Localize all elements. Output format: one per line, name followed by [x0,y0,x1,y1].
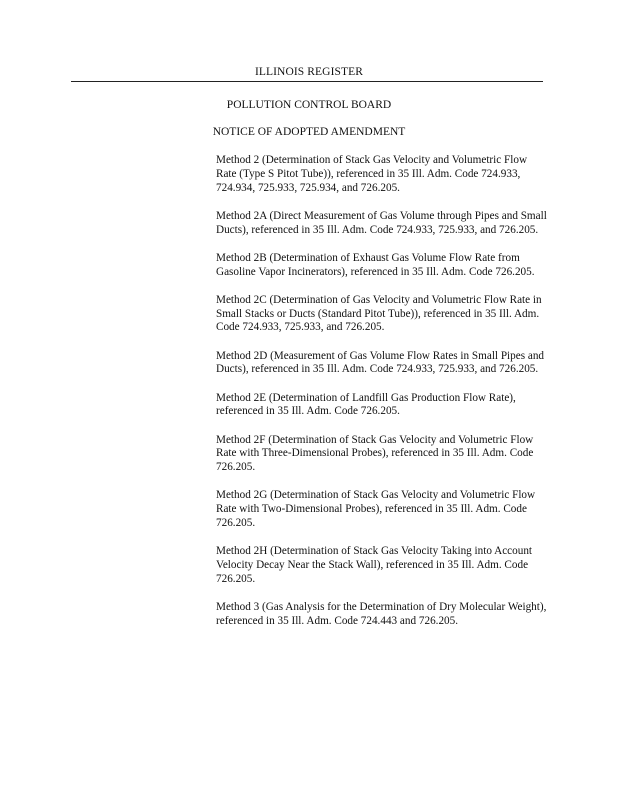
method-entry: Method 2B (Determination of Exhaust Gas Volume Flow Rate from Gasoline Vapor Incinerators), referenced in 35 Ill. Adm. Code 726.205. [216,251,535,278]
method-entry: Method 2A (Direct Measurement of Gas Volume through Pipes and Small Ducts), referenced in 35 Ill. Adm. Code 724.933, 725.933, and 726.205. [216,209,547,236]
notice-title: NOTICE OF ADOPTED AMENDMENT [212,126,406,138]
method-entry: Method 2G (Determination of Stack Gas Velocity and Volumetric Flow Rate with Two-Dimensional Probes), referenced in 35 Ill. Adm. Code 726.205. [216,489,536,529]
method-entry: Method 2E (Determination of Landfill Gas Production Flow Rate), referenced in 35 Ill. Adm. Code 726.205. [216,391,516,418]
method-entry: Method 2H (Determination of Stack Gas Velocity Taking into Account Velocity Decay Near the Stack Wall), referenced in 35 Ill. Adm. Code 726.205. [216,545,533,585]
register-title: ILLINOIS REGISTER [254,66,364,78]
method-entry: Method 2D (Measurement of Gas Volume Flow Rates in Small Pipes and Ducts), referenced in 35 Ill. Adm. Code 724.933, 725.933, and 726.205. [216,349,545,376]
board-title: POLLUTION CONTROL BOARD [226,99,392,111]
method-list [216,154,548,643]
header-rule [71,81,543,82]
method-entry: Method 3 (Gas Analysis for the Determination of Dry Molecular Weight), referenced in 35 Ill. Adm. Code 724.443 and 726.205. [216,600,547,627]
method-entry: Method 2F (Determination of Stack Gas Velocity and Volumetric Flow Rate with Three-Dimensional Probes), referenced in 35 Ill. Adm. Code 726.205. [216,433,534,474]
method-entry: Method 2C (Determination of Gas Velocity and Volumetric Flow Rate in Small Stacks or Ducts (Standard Pitot Tube)), referenced in 35 Ill. Adm. Code 724.933, 725.933, and 726.205. [216,293,542,334]
method-entry: Method 2 (Determination of Stack Gas Velocity and Volumetric Flow Rate (Type S Pitot Tube)), referenced in 35 Ill. Adm. Code 724.933, 724.934, 725.933, 725.934, and 726.205. [216,154,528,194]
